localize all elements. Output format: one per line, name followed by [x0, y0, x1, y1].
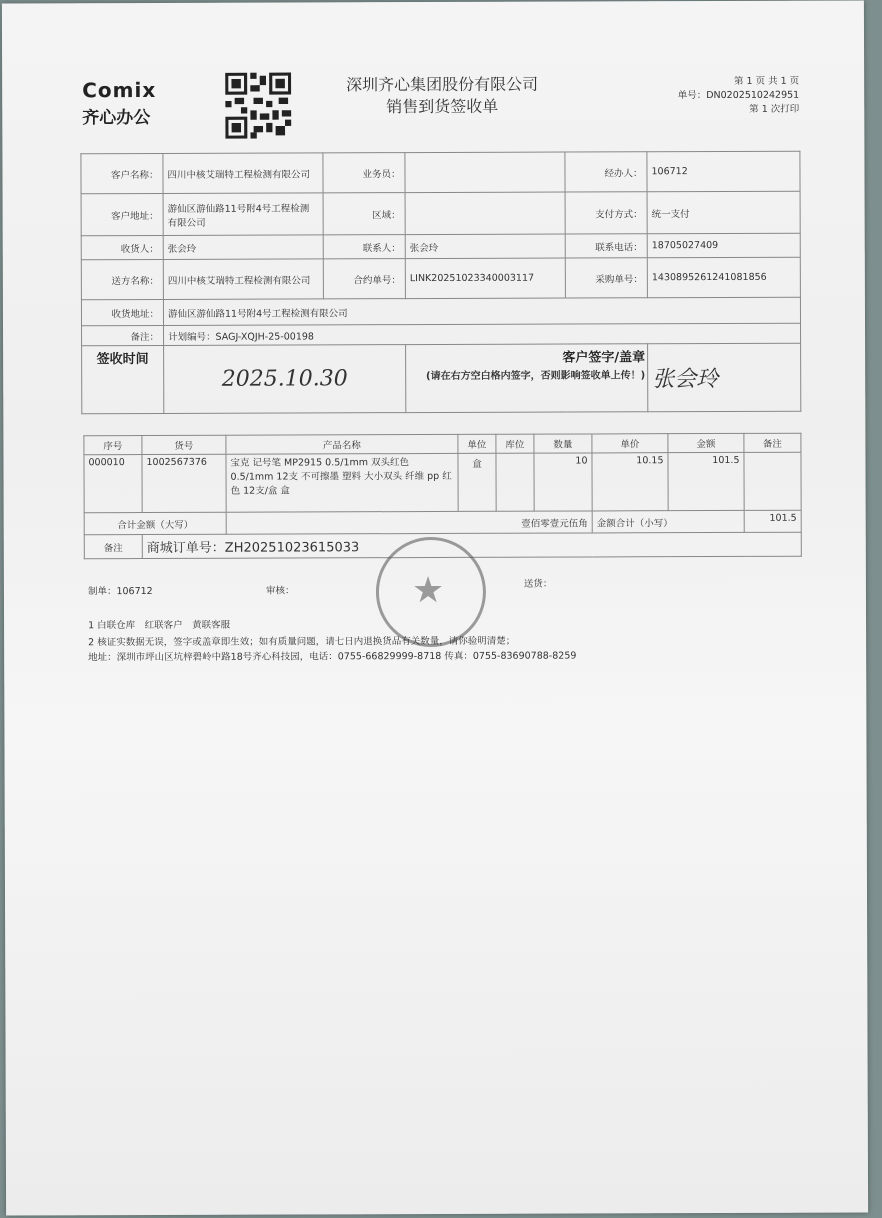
row-note: [744, 452, 801, 510]
col-location: 库位: [496, 434, 534, 453]
sign-time-label: 签收时间: [82, 345, 164, 413]
maker: 制单：106712: [87, 585, 153, 598]
handwritten-signature: 张会玲: [652, 367, 719, 393]
contact: 张会玲: [405, 234, 565, 259]
sign-note: (请在右方空白格内签字，否则影响签收单上传！): [426, 370, 646, 383]
col-seq: 序号: [84, 436, 142, 455]
page-info: [642, 75, 799, 118]
customer-address: 游仙区游仙路11号附4号工程检测有限公司: [163, 193, 323, 236]
phone: 18705027409: [647, 233, 800, 258]
row-location: [496, 453, 534, 511]
stamp-star-icon: ★: [411, 569, 445, 612]
address-label: 客户地址：: [81, 193, 163, 235]
total-lower: 101.5: [744, 510, 801, 532]
signature-box: [648, 343, 801, 412]
handwritten-date: 2025.10.30: [221, 366, 348, 392]
logo-cn-text: 齐心办公: [82, 107, 151, 129]
qr-code: [225, 72, 291, 138]
document-number: 单号：DN0202510242951: [677, 89, 800, 102]
col-price: 单价: [592, 434, 668, 453]
table-row: [84, 452, 801, 513]
items-header-row: [84, 433, 801, 455]
customer-info-table: [80, 151, 801, 415]
purchase-number: 1430895261241081856: [647, 257, 800, 298]
form-title: 销售到货签收单: [386, 96, 499, 117]
print-count: 第 1 次打印: [749, 103, 800, 115]
reviewer: 审核：: [265, 585, 295, 597]
ship-to-name: 四川中核艾瑞特工程检测有限公司: [163, 259, 323, 300]
salesman-label: 业务员：: [323, 153, 405, 193]
row-unit: 盒: [458, 453, 496, 511]
contract-number: LINK20251023340003117: [405, 258, 565, 299]
signature-instructions: [406, 344, 648, 413]
total-row: [84, 510, 801, 535]
document-paper: [2, 0, 868, 1215]
handler-label: 经办人：: [565, 152, 647, 192]
receiver: 张会玲: [163, 235, 323, 260]
total-upper: 壹佰零壹元伍角: [226, 511, 592, 534]
col-unit: 单位: [458, 434, 496, 453]
remark-label: 备注：: [82, 325, 164, 345]
receiver-label: 收货人：: [81, 235, 163, 259]
total-upper-label: 合计金额（大写）: [84, 512, 226, 534]
sign-time-cell: [164, 345, 406, 414]
ship-to-label: 送方名称：: [81, 259, 163, 299]
col-amount: 金额: [668, 433, 744, 452]
document-title: [332, 74, 552, 119]
phone-label: 联系电话：: [565, 234, 647, 258]
salesman: [405, 152, 565, 193]
company-stamp: [376, 537, 486, 647]
customer-name-label: 客户名称：: [81, 153, 163, 193]
delivery-address: 游仙区游仙路11号附4号工程检测有限公司: [163, 297, 800, 325]
row-qty: 10: [534, 453, 592, 511]
sign-label: 客户签字/盖章: [562, 350, 646, 366]
footer-line-2: 2 核证实数据无误，签字或盖章即生效；如有质量问题，请七日内退换货品有关数量，请你验明清楚；: [88, 635, 516, 649]
logo-en-text: Comix: [82, 77, 157, 103]
order-number: 商城订单号：ZH20251023615033: [142, 532, 801, 558]
page-number: 第 1 页 共 1 页: [733, 75, 800, 87]
col-code: 货号: [142, 435, 226, 454]
total-lower-label: 金额合计（小写）: [592, 510, 744, 533]
col-name: 产品名称: [226, 434, 458, 454]
row-amount: 101.5: [668, 452, 744, 510]
delivery-address-label: 收货地址：: [81, 299, 163, 325]
purchase-label: 采购单号：: [565, 258, 647, 298]
contract-label: 合约单号：: [323, 259, 405, 299]
order-label: 备注: [84, 535, 142, 559]
row-price: 10.15: [592, 453, 668, 511]
handler: 106712: [647, 151, 800, 192]
contact-label: 联系人：: [323, 235, 405, 259]
row-code: 1002567376: [142, 454, 226, 512]
company-name: 深圳齐心集团股份有限公司: [346, 74, 539, 95]
footer-line-3: 地址：深圳市坪山区坑梓碧岭中路18号齐心科技园，电话：0755-66829999-8718 传真：0755-83690788-8259: [88, 650, 577, 664]
region: [405, 192, 565, 235]
region-label: 区域：: [323, 193, 405, 235]
footer-line-1: 1 白联仓库 红联客户 黄联客服: [88, 619, 231, 632]
row-seq: 000010: [84, 455, 142, 513]
col-qty: 数量: [534, 434, 592, 453]
remark: 计划编号：SAGJ-XQJH-25-00198: [164, 323, 801, 345]
payment-method: 统一支付: [647, 191, 800, 234]
col-note: 备注: [744, 433, 801, 452]
company-logo: [82, 78, 156, 128]
payment-label: 支付方式：: [565, 192, 647, 234]
sender: 送货：: [523, 578, 553, 590]
customer-name: 四川中核艾瑞特工程检测有限公司: [163, 153, 323, 194]
row-name: 宝克 记号笔 MP2915 0.5/1mm 双头红色 0.5/1mm 12支 不可擦墨 塑料 大小双头 纤维 pp 红色 12支/盒 盒: [226, 453, 458, 512]
